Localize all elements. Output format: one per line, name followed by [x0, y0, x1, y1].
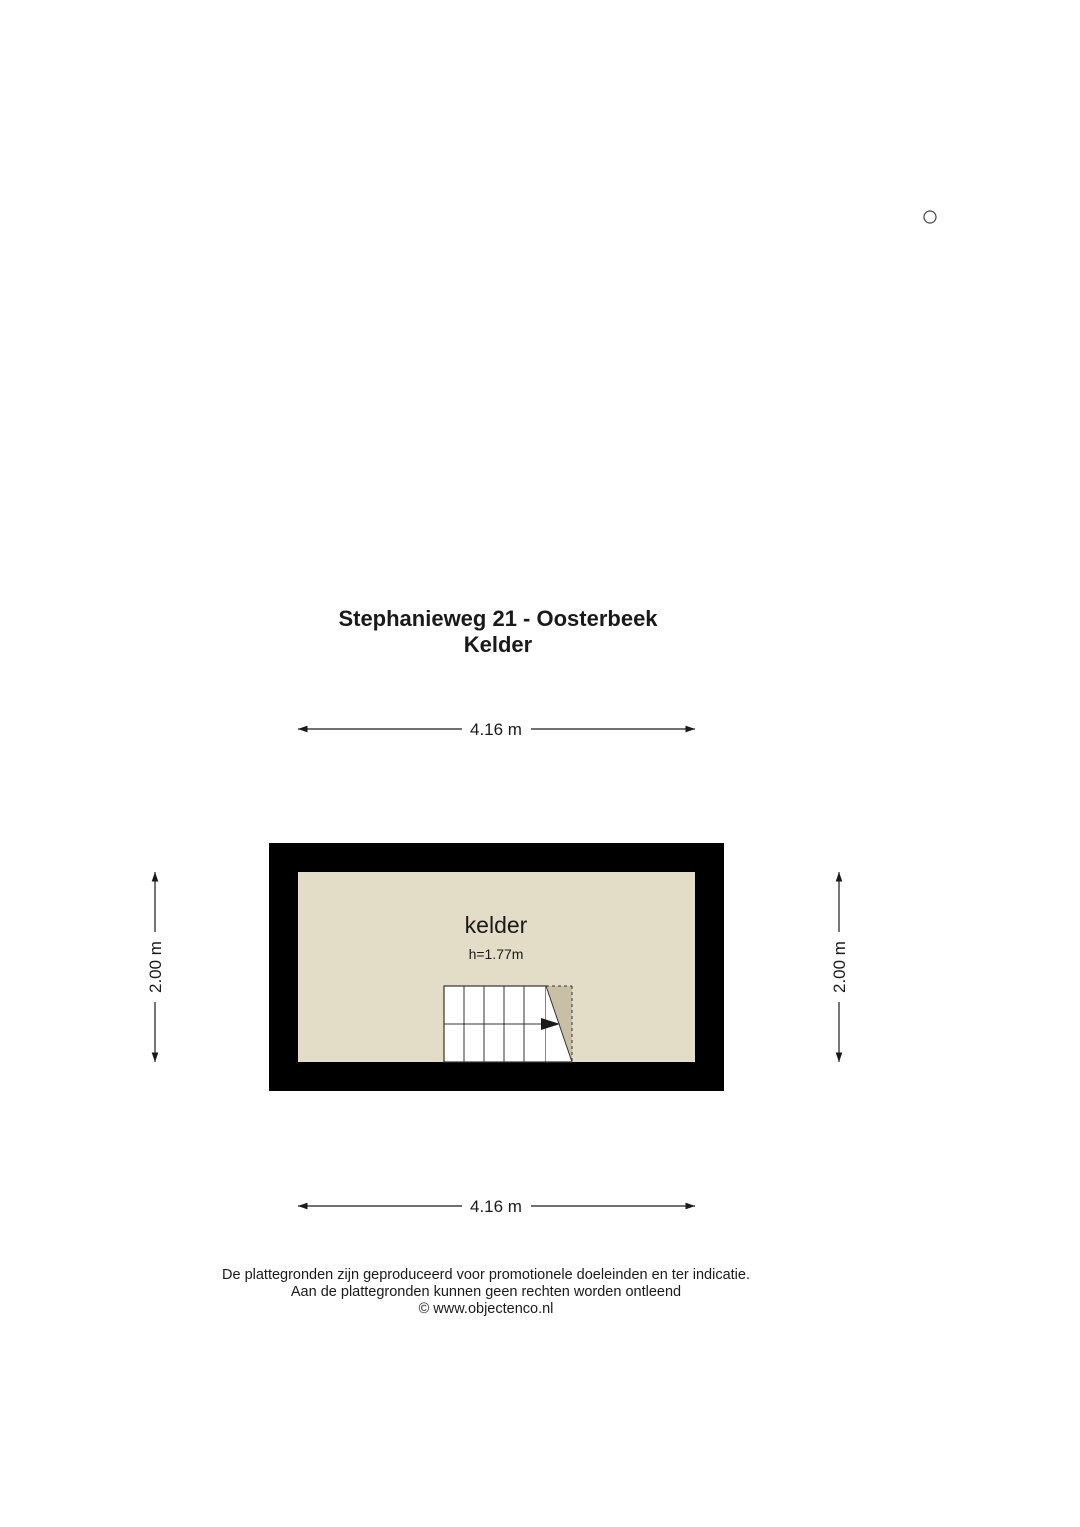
staircase [444, 986, 572, 1062]
plan-floor-name: Kelder [463, 632, 533, 657]
dimension-top [298, 720, 695, 739]
dimension-bottom-label: 4.16 m [470, 1197, 522, 1216]
room-height: h=1.77m [468, 946, 524, 962]
disclaimer-line-1: De plattegronden zijn geproduceerd voor promotionele doeleinden en ter indicatie. [222, 1267, 750, 1283]
north-circle-icon [924, 211, 936, 223]
dimension-right [830, 872, 849, 1062]
dimension-top-label: 4.16 m [470, 720, 522, 739]
dimension-left [146, 872, 165, 1062]
dimension-bottom [298, 1197, 695, 1216]
dimension-left-label: 2.00 m [146, 941, 165, 993]
plan-address: Stephanieweg 21 - Oosterbeek [338, 606, 658, 631]
room-name: kelder [464, 912, 528, 938]
disclaimer-copyright: © www.objectenco.nl [418, 1301, 554, 1317]
disclaimer-line-2: Aan de plattegronden kunnen geen rechten worden ontleend [290, 1284, 682, 1300]
dimension-right-label: 2.00 m [830, 941, 849, 993]
